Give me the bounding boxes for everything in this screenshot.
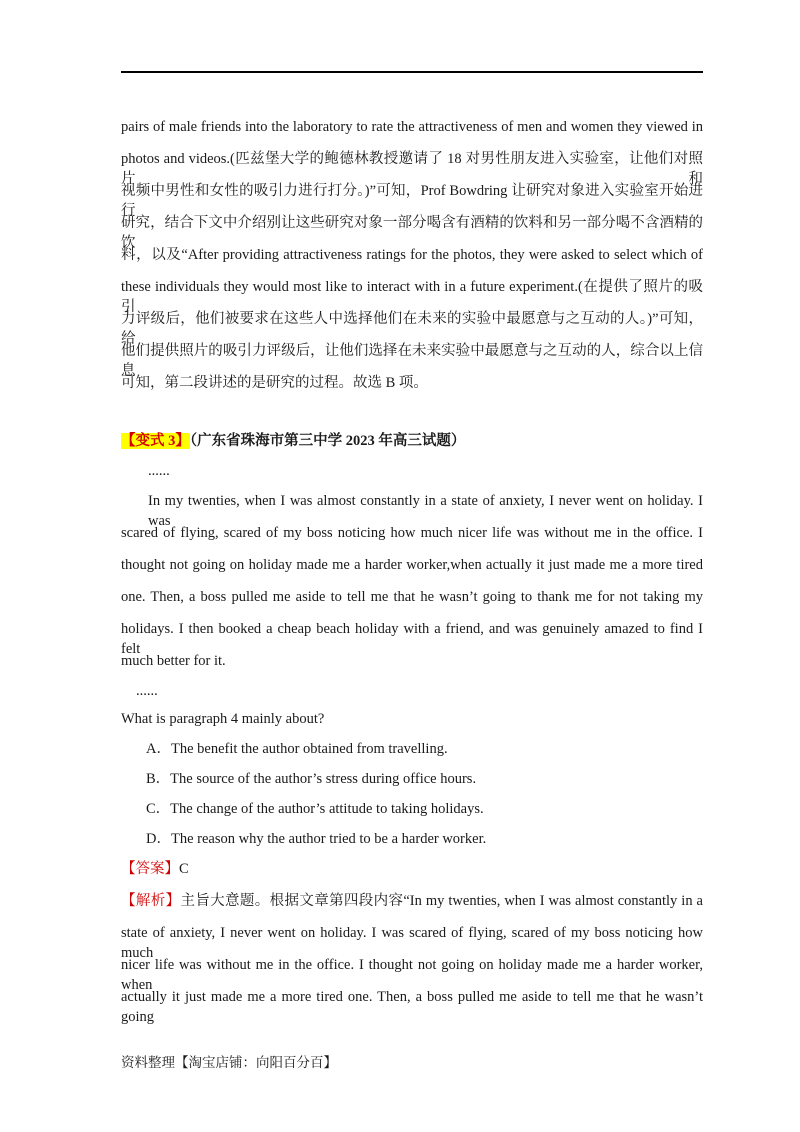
answer-line <box>121 859 189 879</box>
analysis-line-3: nicer life was without me in the office. I thought not going on holiday made me a harder worker, when <box>121 957 703 993</box>
passage-line-1: In my twenties, when I was almost constantly in a state of anxiety, I never went on holiday. I was <box>148 493 703 529</box>
passage-line-4: one. Then, a boss pulled me aside to tell me that he wasn’t going to thank me for not taking my <box>121 589 703 605</box>
prev-line-9: 可知，第二段讲述的是研究的过程。故选 B 项。 <box>121 375 428 391</box>
answer-label: 【答案】 <box>121 861 179 877</box>
passage-line-2: scared of flying, scared of my boss noticing how much nicer life was without me in the office. I <box>121 525 703 541</box>
variant-heading <box>121 431 465 451</box>
answer-value: C <box>179 861 189 877</box>
variant-source: （广东省珠海市第三中学 2023 年高三试题） <box>189 433 466 449</box>
prev-line-4: 研究，结合下文中介绍别让这些研究对象一部分喝含有酒精的饮料和另一部分喝不含酒精的饮 <box>121 215 703 251</box>
analysis-line-1 <box>121 891 703 911</box>
option-a: A．The benefit the author obtained from travelling. <box>146 741 448 757</box>
option-c: C．The change of the author’s attitude to taking holidays. <box>146 801 484 817</box>
prev-line-6: these individuals they would most like to interact with in a future experiment.(在提供了照片的吸引 <box>121 279 703 315</box>
prev-line-2: photos and videos.(匹兹堡大学的鲍德林教授邀请了 18 对男性朋友进入实验室，让他们对照片和 <box>121 151 703 187</box>
page-footer: 资料整理【淘宝店铺：向阳百分百】 <box>121 1055 337 1070</box>
prev-line-7: 力评级后，他们被要求在这些人中选择他们在未来的实验中最愿意与之互动的人。)”可知，给 <box>121 311 703 347</box>
analysis-line-4: actually it just made me a more tired one. Then, a boss pulled me aside to tell me that he wasn’t going <box>121 989 703 1025</box>
passage-line-6: much better for it. <box>121 653 226 669</box>
question-stem: What is paragraph 4 mainly about? <box>121 711 325 727</box>
option-d: D．The reason why the author tried to be a harder worker. <box>146 831 487 847</box>
prev-line-3: 视频中男性和女性的吸引力进行打分。)”可知，Prof Bowdring 让研究对象进入实验室开始进行 <box>121 183 703 219</box>
header-rule <box>121 71 703 73</box>
passage-ellipsis-bottom: ...... <box>136 683 158 699</box>
variant-tag: 【变式 3】 <box>121 433 190 449</box>
prev-line-8: 他们提供照片的吸引力评级后，让他们选择在未来实验中最愿意与之互动的人，综合以上信息 <box>121 343 703 379</box>
prev-line-1: pairs of male friends into the laboratory to rate the attractiveness of men and women they viewed in <box>121 119 703 135</box>
passage-line-3: thought not going on holiday made me a harder worker,when actually it just made me a more tired <box>121 557 703 573</box>
analysis-line-2: state of anxiety, I never went on holiday. I was scared of flying, scared of my boss noticing how much <box>121 925 703 961</box>
passage-ellipsis-top: ...... <box>148 463 170 479</box>
passage-line-5: holidays. I then booked a cheap beach holiday with a friend, and was genuinely amazed to find I felt <box>121 621 703 657</box>
prev-line-5: 料，以及“After providing attractiveness ratings for the photos, they were asked to select which of <box>121 247 703 263</box>
analysis-text-1: 主旨大意题。根据文章第四段内容“In my twenties, when I was almost constantly in a <box>180 893 703 909</box>
option-b: B．The source of the author’s stress during office hours. <box>146 771 477 787</box>
analysis-label: 【解析】 <box>121 893 181 909</box>
